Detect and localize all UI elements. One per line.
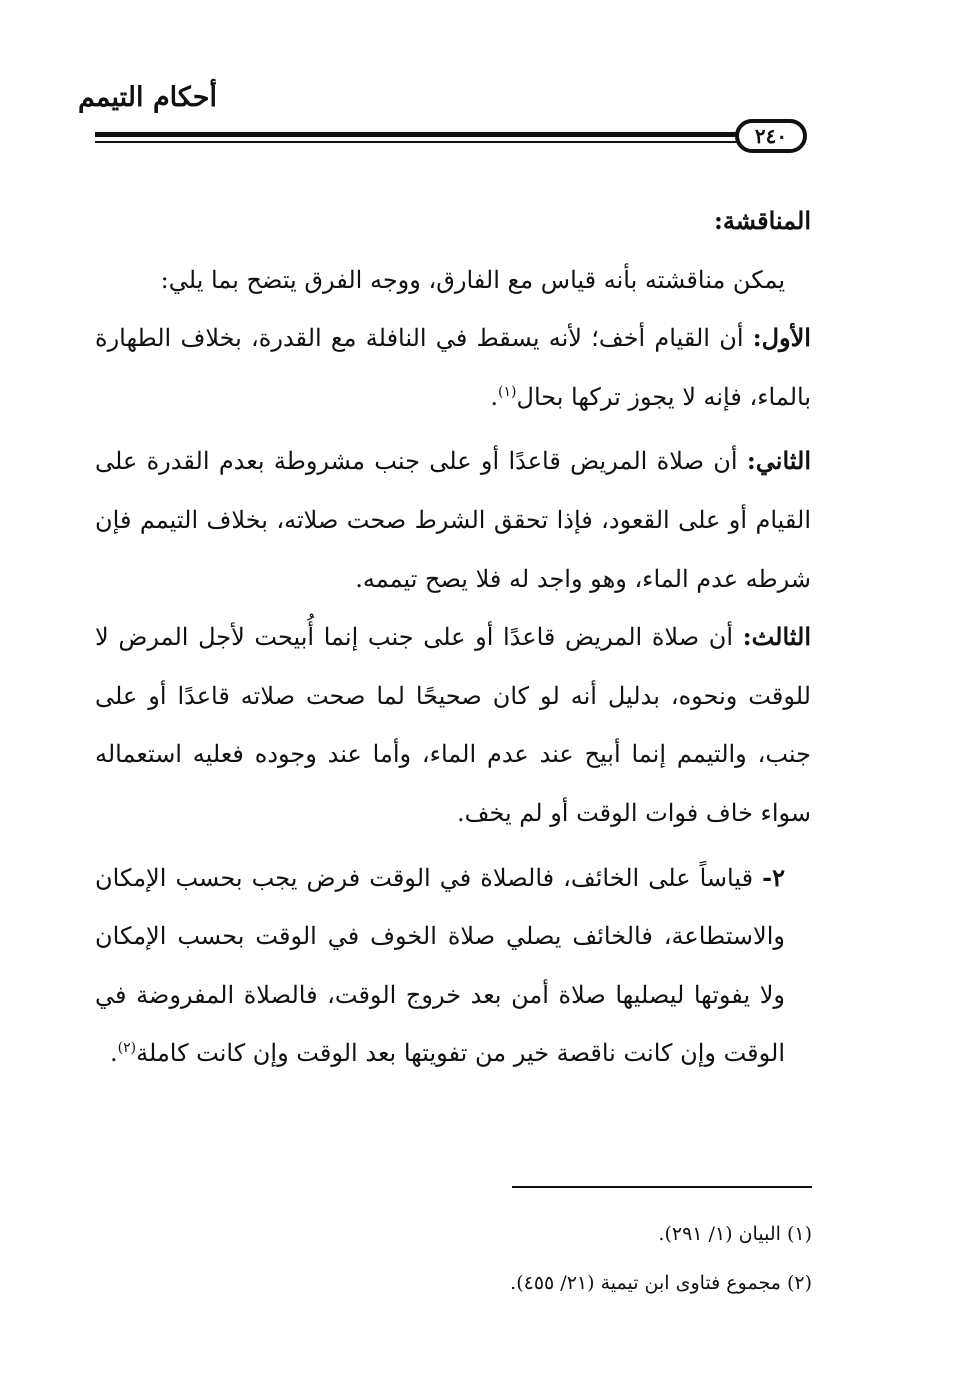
paragraph-first-lead: الأول: [752, 323, 811, 353]
point-two-text: قياساً على الخائف، فالصلاة في الوقت فرض يجب بحسب الإمكان والاستطاعة، فالخائف يصلي صلاة الخوف في الوقت بحسب الإمكان ولا يفوتها ليصليها صلاة أمن بعد خروج الوقت، فالصلاة المفروضة في الوقت وإن كانت ناقصة خير من تفويتها بعد الوقت وإن كانت كاملة [95, 863, 785, 1068]
paragraph-first-text: أن القيام أخف؛ لأنه يسقط في النافلة مع القدرة، بخلاف الطهارة بالماء، فإنه لا يجوز تركها بحال [95, 324, 811, 411]
section-heading: المناقشة: [713, 206, 811, 235]
footnote-item [300, 1259, 812, 1308]
paragraph-third [95, 608, 811, 842]
paragraph-third-lead: الثالث: [742, 622, 811, 652]
footnote-item [300, 1210, 812, 1259]
point-two: ٢- قياساً على الخائف، فالصلاة في الوقت فرض يجب بحسب الإمكان والاستطاعة، فالخائف يصلي صلاة الخوف في الوقت بحسب الإمكان ولا يفوتها ليصليها صلاة أمن بعد خروج الوقت، فالصلاة المفروضة في الوقت وإن كانت ناقصة خير من تفويتها بعد الوقت وإن كانت كاملة$^{(٢)}$. [95, 862, 785, 1068]
header-rule-thick [95, 132, 737, 137]
paragraph-second [95, 432, 811, 608]
footnote-text: مجموع فتاوى ابن تيمية (٢١/ ٤٥٥). [510, 1272, 781, 1294]
paragraph-second-text: أن صلاة المريض قاعدًا أو على جنب مشروطة بعدم القدرة على القيام أو على القعود، فإذا تحقق الشرط صحت صلاته، بخلاف التيمم فإن شرطه عدم الماء، وهو واجد له فلا يصح تيممه. [95, 447, 811, 593]
footnote-text: البيان (١/ ٢٩١). [658, 1223, 781, 1245]
footnote-marker: (١) [786, 1223, 812, 1245]
footnotes [300, 1210, 812, 1308]
paragraph-third-text: أن صلاة المريض قاعدًا أو على جنب إنما أُبيحت لأجل المرض لا للوقت ونحوه، بدليل أنه لو كان صحيحًا لما صحت صلاته قاعدًا أو على جنب، والتيمم إنما أبيح عند عدم الماء، وأما عند وجوده فعليه استعماله سواء خاف فوات الوقت أو لم يخف. [95, 623, 811, 827]
footnote-marker: (٢) [786, 1272, 812, 1294]
intro-paragraph: يمكن مناقشته بأنه قياس مع الفارق، ووجه الفرق يتضح بما يلي: [160, 265, 785, 294]
footnote-separator [512, 1186, 812, 1188]
running-title: أحكام التيمم [77, 82, 217, 113]
header-rule-thin [95, 141, 737, 143]
page-number: ٢٤٠ [735, 119, 807, 153]
footnote-ref-2: (٢) [117, 1040, 137, 1057]
footnote-ref-1: (١) [498, 383, 517, 400]
paragraph-second-lead: الثاني: [746, 446, 811, 476]
paragraph-first: الأول: أن القيام أخف؛ لأنه يسقط في النافلة مع القدرة، بخلاف الطهارة بالماء، فإنه لا يجوز تركها بحال$^{(١)}$. [95, 323, 811, 411]
point-two-number: ٢- [762, 862, 785, 892]
main-text [95, 192, 811, 1083]
